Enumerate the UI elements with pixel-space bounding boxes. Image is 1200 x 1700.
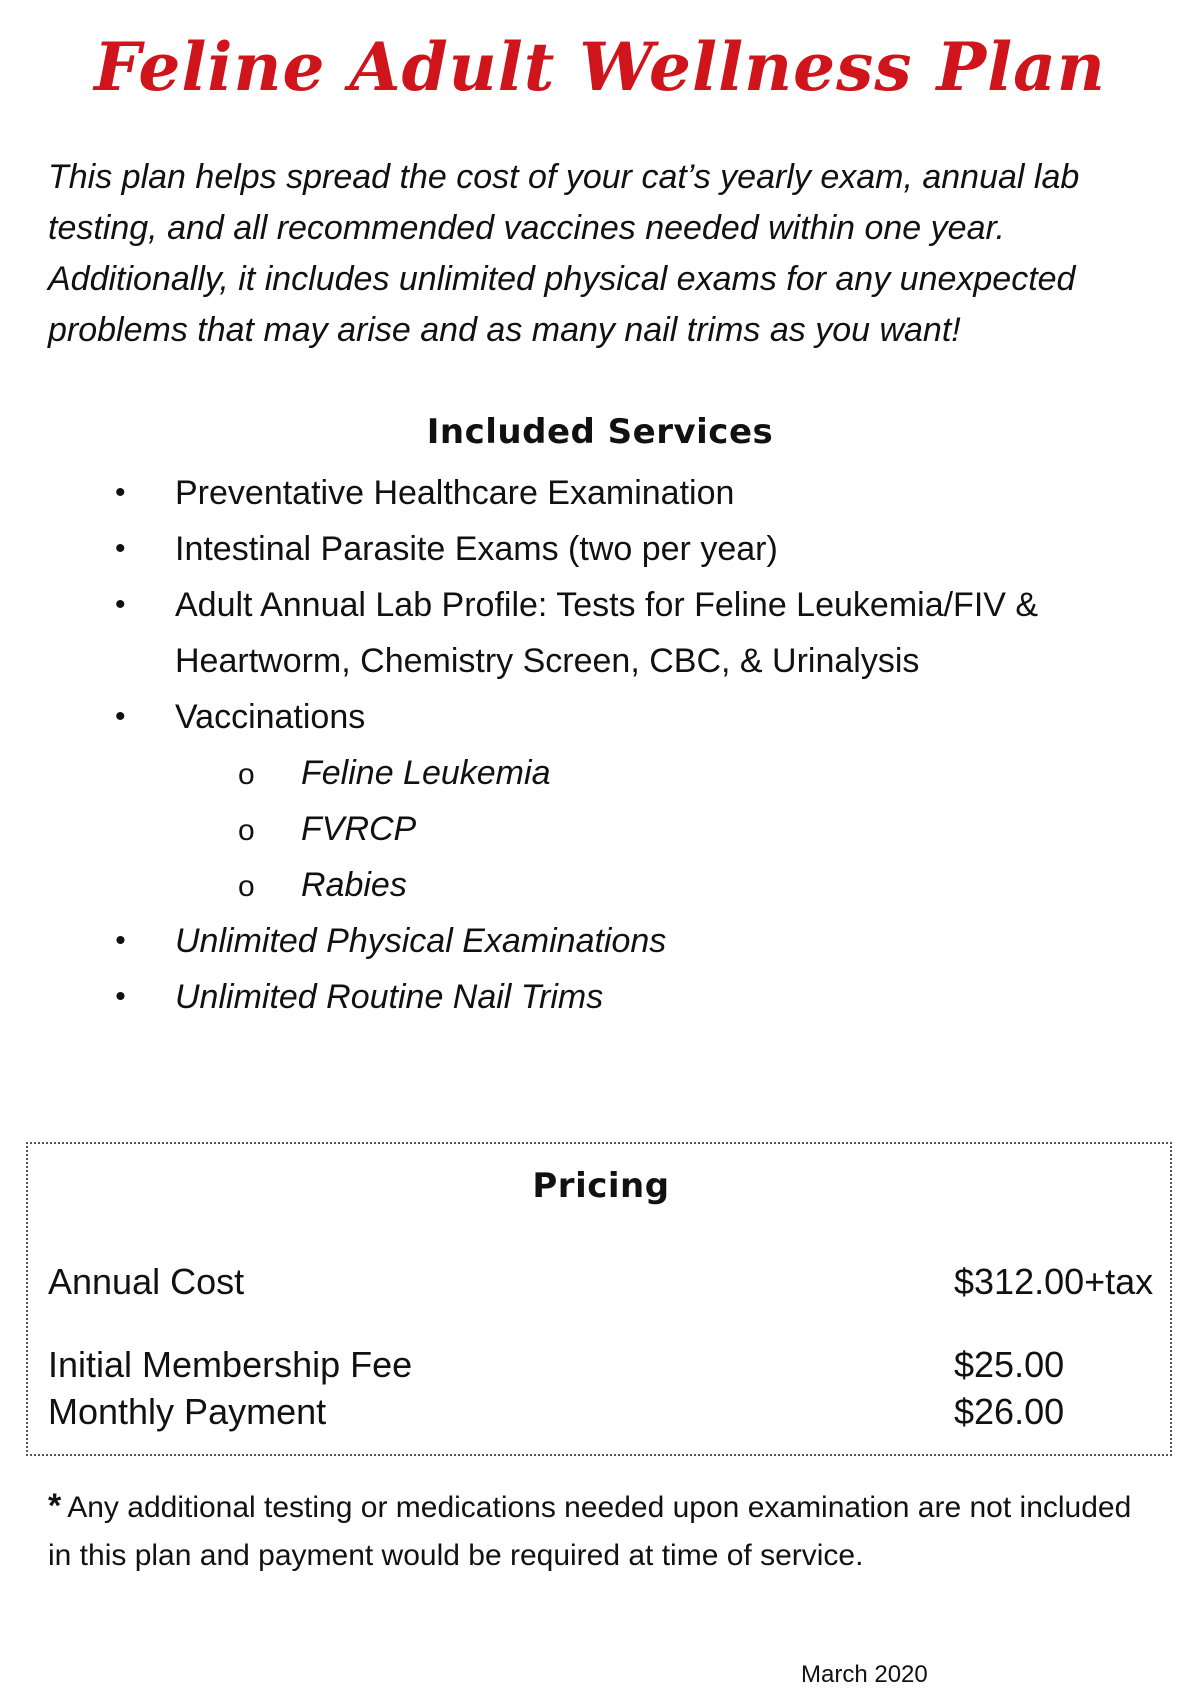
service-label: Unlimited Physical Examinations bbox=[175, 922, 667, 960]
bullet-icon: • bbox=[115, 532, 126, 565]
bullet-icon: • bbox=[115, 980, 126, 1013]
service-item-vaccinations bbox=[0, 689, 1165, 913]
vaccination-label: FVRCP bbox=[301, 810, 417, 848]
vaccination-label: Feline Leukemia bbox=[301, 754, 551, 792]
pricing-box bbox=[26, 1142, 1172, 1456]
price-label: Annual Cost bbox=[48, 1261, 245, 1302]
services-heading: Included Services bbox=[426, 412, 774, 452]
pricing-heading: Pricing bbox=[532, 1166, 670, 1206]
price-value: $312.00+tax bbox=[954, 1261, 1154, 1302]
service-item-physical-exams bbox=[0, 913, 1165, 969]
price-value: $26.00 bbox=[954, 1391, 1065, 1432]
price-label: Monthly Payment bbox=[48, 1391, 327, 1432]
service-item-preventative-exam bbox=[0, 465, 1165, 521]
vaccination-item bbox=[175, 857, 1165, 913]
vaccination-label: Rabies bbox=[301, 866, 407, 904]
service-label: Adult Annual Lab Profile: Tests for Feline Leukemia/FIV & Heartworm, Chemistry Screen, CBC, & Urinalysis bbox=[175, 586, 1039, 680]
footnote bbox=[48, 1482, 1158, 1580]
service-label: Preventative Healthcare Examination bbox=[175, 474, 735, 512]
price-label: Initial Membership Fee bbox=[48, 1344, 413, 1385]
intro-paragraph: This plan helps spread the cost of your cat’s yearly exam, annual lab testing, and all recommended vaccines needed within one year. Additionally, it includes unlimited physical exams for any unexpected problems that may arise and as many nail trims as you want! bbox=[48, 158, 1080, 349]
page-title: Feline Adult Wellness Plan bbox=[94, 28, 1106, 106]
vaccination-list bbox=[175, 745, 1165, 913]
vaccination-item bbox=[175, 801, 1165, 857]
circle-bullet-icon: o bbox=[238, 870, 255, 903]
asterisk-icon: * bbox=[48, 1487, 62, 1525]
circle-bullet-icon: o bbox=[238, 758, 255, 791]
circle-bullet-icon: o bbox=[238, 814, 255, 847]
bullet-icon: • bbox=[115, 476, 126, 509]
bullet-icon: • bbox=[115, 924, 126, 957]
service-item-lab-profile bbox=[0, 577, 1165, 689]
service-label: Intestinal Parasite Exams (two per year) bbox=[175, 530, 778, 568]
service-label: Vaccinations bbox=[175, 698, 366, 736]
service-item-nail-trims bbox=[0, 969, 1165, 1025]
vaccination-item bbox=[175, 745, 1165, 801]
service-label: Unlimited Routine Nail Trims bbox=[175, 978, 604, 1016]
service-item-parasite-exams bbox=[0, 521, 1165, 577]
price-value: $25.00 bbox=[954, 1344, 1065, 1385]
bullet-icon: • bbox=[115, 588, 126, 621]
services-list bbox=[0, 465, 1200, 1025]
footnote-text: Any additional testing or medications needed upon examination are not included in this plan and payment would be required at time of service. bbox=[48, 1491, 1132, 1572]
bullet-icon: • bbox=[115, 700, 126, 733]
revision-date: March 2020 bbox=[801, 1661, 928, 1688]
